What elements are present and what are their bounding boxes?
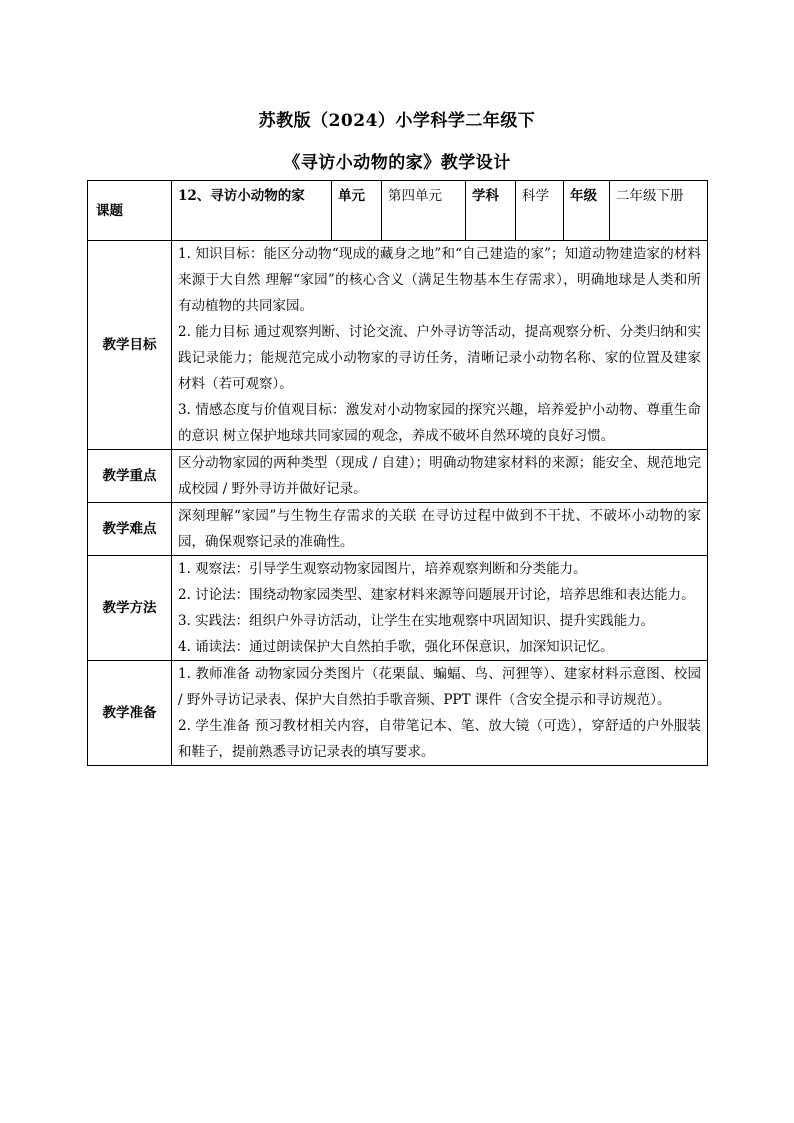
method-discussion: 2. 讨论法：围绕动物家园类型、建家材料来源等问题展开讨论，培养思维和表达能力。 xyxy=(178,587,695,603)
grade-value: 二年级下册 xyxy=(610,181,708,241)
objectives-content xyxy=(172,241,708,450)
lesson-plan-table xyxy=(87,180,708,766)
objective-knowledge: 1. 知识目标：能区分动物“现成的藏身之地”和“自己建造的家”；知道动物建造家的材料来源于大自然 理解“家园”的核心含义（满足生物基本生存需求），明确地球是人类和所有动植物的共同家园。 xyxy=(178,246,701,314)
preparation-student: 2. 学生准备 预习教材相关内容，自带笔记本、笔、放大镜（可选），穿舒适的户外服装和鞋子，提前熟悉寻访记录表的填写要求。 xyxy=(178,718,701,760)
method-observation: 1. 观察法：引导学生观察动物家园图片，培养观察判断和分类能力。 xyxy=(178,561,587,577)
objective-ability: 2. 能力目标 通过观察判断、讨论交流、户外寻访等活动，提高观察分析、分类归纳和实践记录能力；能规范完成小动物家的寻访任务，清晰记录小动物名称、家的位置及建家材料（若可观察）。 xyxy=(178,324,701,392)
difficulties-text: 深刻理解“家园”与生物生存需求的关联 在寻访过程中做到不干扰、不破坏小动物的家园，确保观察记录的准确性。 xyxy=(178,508,701,550)
label-unit: 单元 xyxy=(332,181,382,241)
unit-value: 第四单元 xyxy=(382,181,466,241)
row-preparation xyxy=(88,661,708,766)
row-key-points xyxy=(88,450,708,503)
subject-value: 科学 xyxy=(516,181,564,241)
key-points-text: 区分动物家园的两种类型（现成 / 自建）；明确动物建家材料的来源；能安全、规范地完成校园 / 野外寻访并做好记录。 xyxy=(178,455,701,497)
topic-value: 12、寻访小动物的家 xyxy=(172,181,332,241)
key-points-content xyxy=(172,450,708,503)
difficulties-content xyxy=(172,503,708,556)
label-topic: 课题 xyxy=(88,181,172,241)
preparation-content xyxy=(172,661,708,766)
method-practice: 3. 实践法：组织户外寻访活动，让学生在实地观察中巩固知识、提升实践能力。 xyxy=(178,613,655,629)
row-difficulties xyxy=(88,503,708,556)
label-grade: 年级 xyxy=(564,181,610,241)
label-methods: 教学方法 xyxy=(88,556,172,661)
row-methods xyxy=(88,556,708,661)
objective-attitude: 3. 情感态度与价值观目标：激发对小动物家园的探究兴趣，培养爱护小动物、尊重生命的意识 树立保护地球共同家园的观念，养成不破坏自然环境的良好习惯。 xyxy=(178,402,701,444)
label-difficulties: 教学难点 xyxy=(88,503,172,556)
label-preparation: 教学准备 xyxy=(88,661,172,766)
document-subtitle: 《寻访小动物的家》教学设计 xyxy=(283,153,511,173)
method-recitation: 4. 诵读法：通过朗读保护大自然拍手歌，强化环保意识，加深知识记忆。 xyxy=(178,639,614,655)
methods-content xyxy=(172,556,708,661)
label-key-points: 教学重点 xyxy=(88,450,172,503)
document-title: 苏教版（2024）小学科学二年级下 xyxy=(258,111,536,131)
preparation-teacher: 1. 教师准备 动物家园分类图片（花栗鼠、蝙蝠、鸟、河狸等）、建家材料示意图、校园 / 野外寻访记录表、保护大自然拍手歌音频、PPT 课件（含安全提示和寻访规范）。 xyxy=(178,666,701,708)
label-subject: 学科 xyxy=(466,181,516,241)
label-objectives: 教学目标 xyxy=(88,241,172,450)
header-row xyxy=(88,181,708,241)
row-objectives xyxy=(88,241,708,450)
